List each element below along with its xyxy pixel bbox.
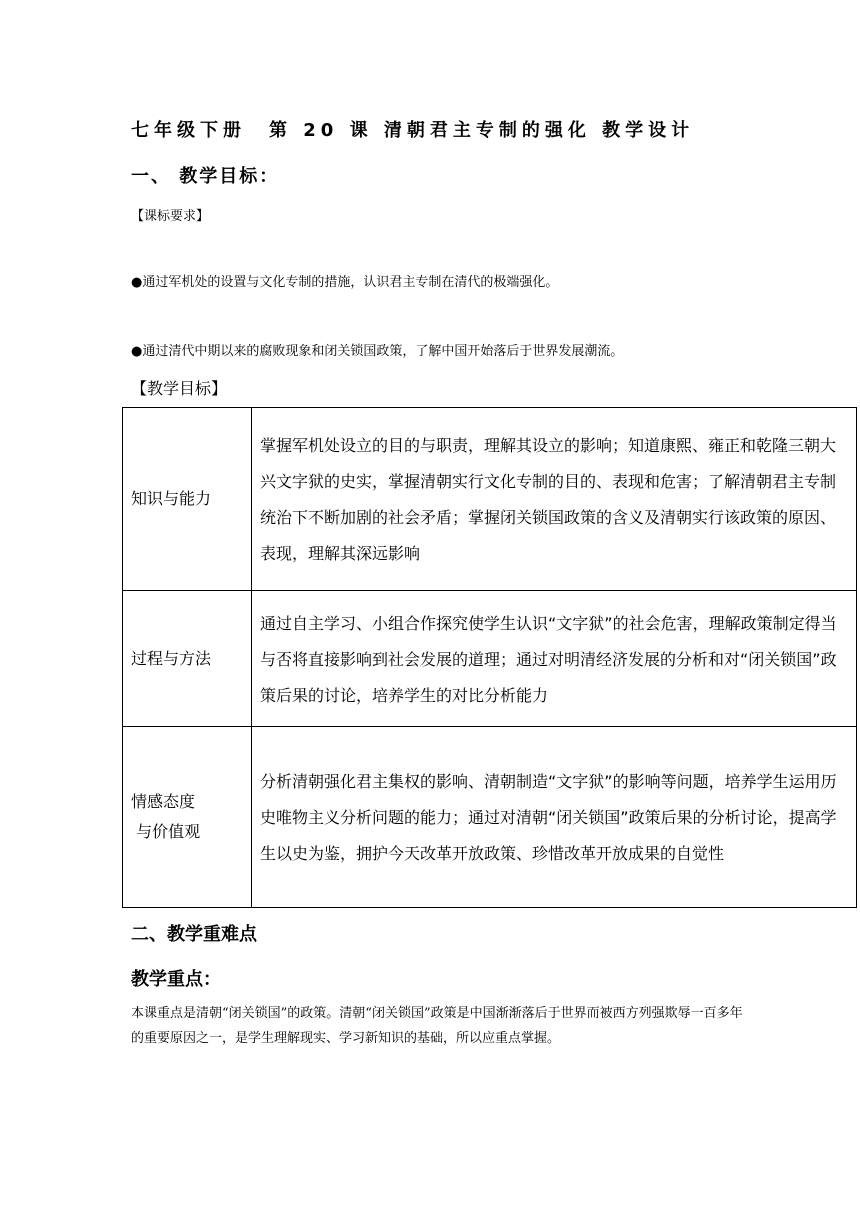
section-heading-objectives: 一、 教学目标： xyxy=(131,166,280,187)
document-title: 七年级下册 第 20 课 清朝君主专制的强化 教学设计 xyxy=(131,120,695,141)
row-label-attitude-line1: 情感态度 xyxy=(131,792,196,811)
table-row xyxy=(123,408,857,591)
requirement-bullet-2: ●通过清代中期以来的腐败现象和闭关锁国政策，了解中国开始落后于世界发展潮流。 xyxy=(131,344,624,359)
row-content-attitude: 分析清朝强化君主集权的影响、清朝制造“文字狱”的影响等问题，培养学生运用历史唯物主义分析问题的能力；通过对清朝“闭关锁国”政策后果的分析讨论，提高学生以史为鉴，拥护今天改革开放政策、珍惜改革开放成果的自觉性 xyxy=(252,727,857,908)
row-content-knowledge: 掌握军机处设立的目的与职责，理解其设立的影响；知道康熙、雍正和乾隆三朝大兴文字狱的史实，掌握清朝实行文化专制的目的、表现和危害；了解清朝君主专制统治下不断加剧的社会矛盾；掌握闭关锁国政策的含义及清朝实行该政策的原因、表现，理解其深远影响 xyxy=(252,408,857,591)
row-label-attitude-line2: 与价值观 xyxy=(131,822,201,841)
table-row xyxy=(123,727,857,908)
key-point-paragraph: 本课重点是清朝“闭关锁国”的政策。清朝“闭关锁国”政策是中国渐渐落后于世界而被西方列强欺辱一百多年的重要原因之一，是学生理解现实、学习新知识的基础，所以应重点掌握。 xyxy=(131,1006,743,1046)
teaching-objectives-label: 【教学目标】 xyxy=(131,379,228,398)
objectives-table xyxy=(122,407,857,908)
row-label-process: 过程与方法 xyxy=(123,591,252,727)
row-label-knowledge: 知识与能力 xyxy=(123,408,252,591)
requirement-bullet-1: ●通过军机处的设置与文化专制的措施，认识君主专制在清代的极端强化。 xyxy=(131,275,559,290)
row-label-attitude xyxy=(123,727,252,908)
row-content-process: 通过自主学习、小组合作探究使学生认识“文字狱”的社会危害，理解政策制定得当与否将直接影响到社会发展的道理；通过对明清经济发展的分析和对“闭关锁国”政策后果的讨论，培养学生的对比分析能力 xyxy=(252,591,857,727)
section-heading-key-difficult: 二、教学重难点 xyxy=(131,924,257,945)
subheading-key-point: 教学重点： xyxy=(131,969,221,990)
table-row xyxy=(123,591,857,727)
curriculum-requirements-label: 【课标要求】 xyxy=(131,209,210,224)
